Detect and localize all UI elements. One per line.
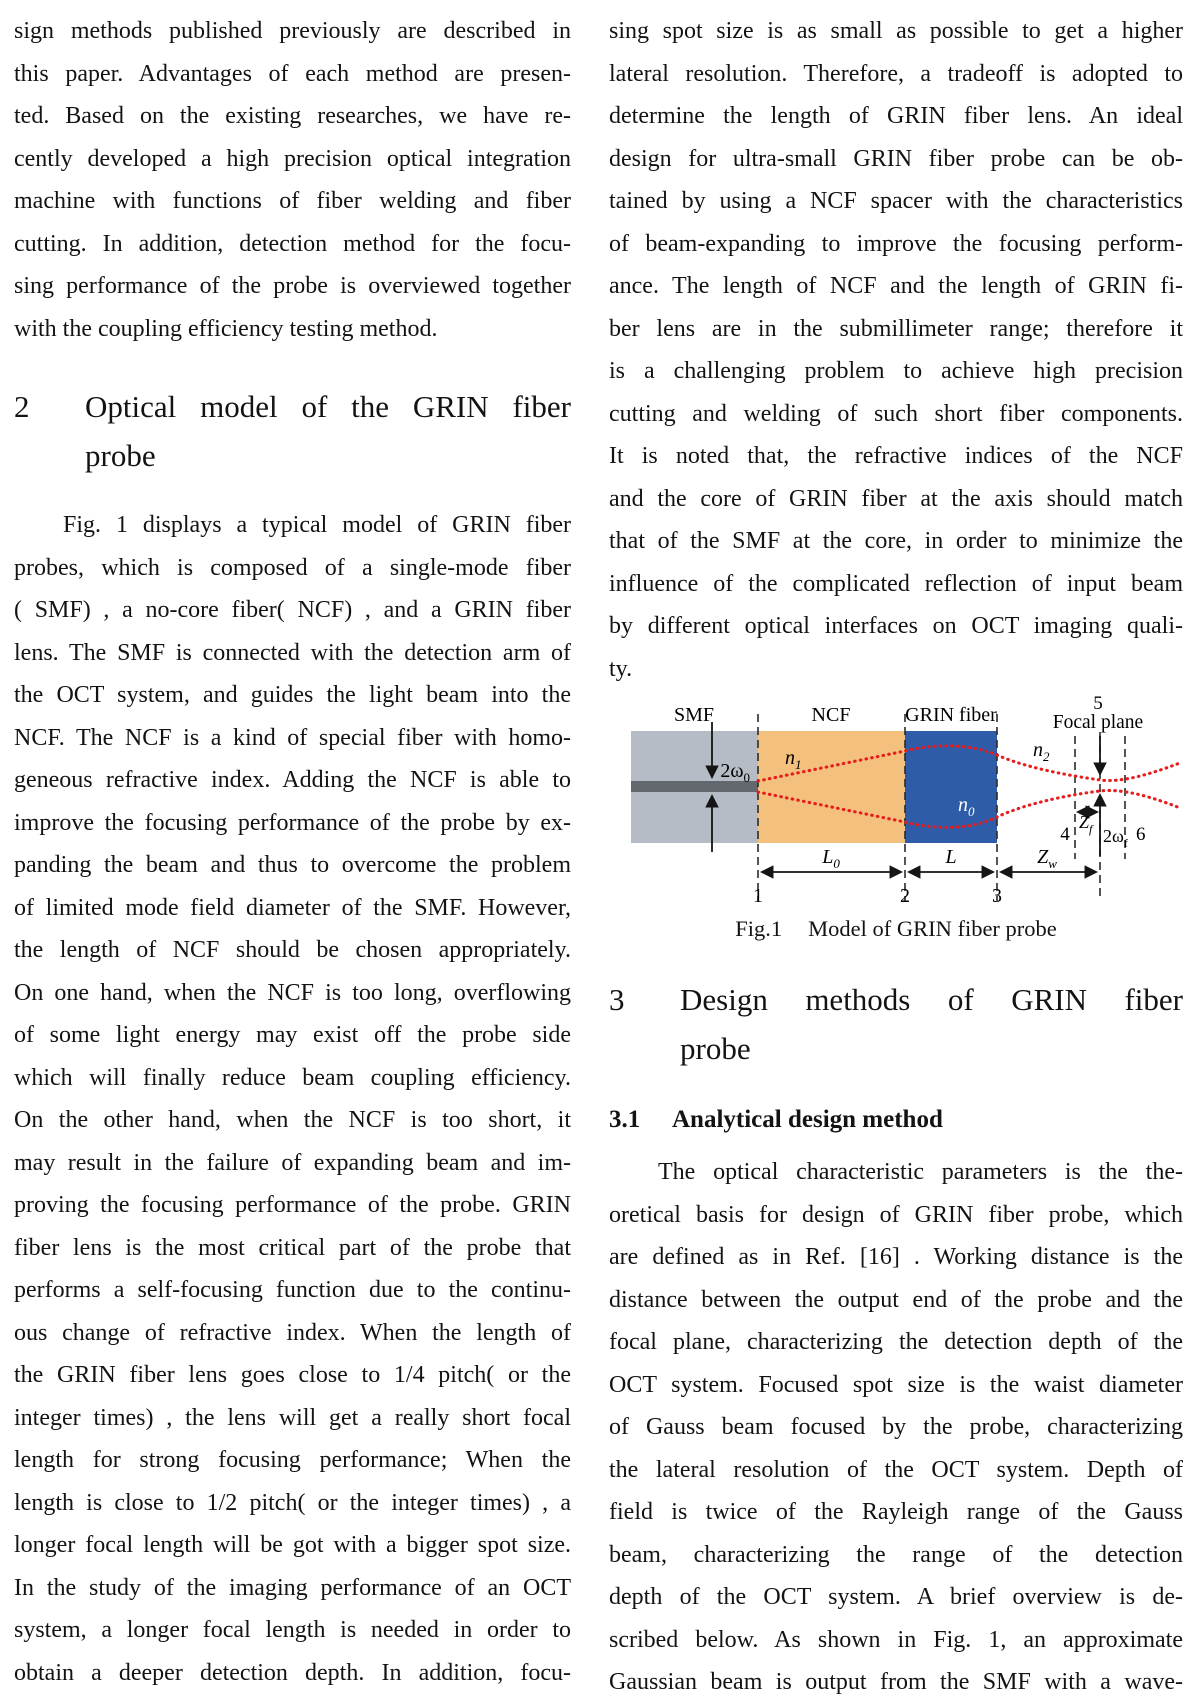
point-2-label: 2 <box>900 885 910 907</box>
text-line: design for ultra-small GRIN fiber probe can be ob- <box>609 145 1183 172</box>
paragraph-optical-model <box>14 504 571 1694</box>
text-line: cutting. In addition, detection method for the focu- <box>14 230 571 257</box>
text-line: beam, characterizing the range of the detection <box>609 1541 1183 1568</box>
text-line: In the study of the imaging performance of an OCT <box>14 1574 571 1601</box>
l-symbol: L <box>945 846 957 868</box>
text-line: OCT system. Focused spot size is the waist diameter <box>609 1371 1183 1398</box>
text-line: and the core of GRIN fiber at the axis should match <box>609 485 1183 512</box>
ncf-label: NCF <box>811 704 851 726</box>
text-line: On one hand, when the NCF is too long, overflowing <box>14 979 571 1006</box>
text-line: lens. The SMF is connected with the detection arm of <box>14 639 571 666</box>
zw-symbol: $Z_w$ <box>1037 846 1057 871</box>
text-line: the OCT system, and guides the light beam into the <box>14 682 571 708</box>
section-2-title <box>85 382 571 480</box>
text-line: sing performance of the probe is overviewed together <box>14 273 571 299</box>
text-line: cutting and welding of such short fiber components. <box>609 400 1183 427</box>
grin-probe-diagram <box>609 694 1183 909</box>
section-3-1-title: Analytical design method <box>672 1106 943 1133</box>
focal-waist-arrows <box>1078 736 1100 856</box>
text-line: the length of NCF should be chosen appropriately. <box>14 937 571 963</box>
text-line: of beam-expanding to improve the focusing perform- <box>609 230 1183 257</box>
text-line: determine the length of GRIN fiber lens. An ideal <box>609 103 1183 129</box>
text-line: scribed below. As shown in Fig. 1, an approximate <box>609 1626 1183 1653</box>
figure-1 <box>609 694 1183 947</box>
paragraph-tradeoff <box>609 10 1183 690</box>
section-3-1-heading <box>609 1103 1183 1137</box>
text-line: by different optical interfaces on OCT imaging quali- <box>609 613 1183 639</box>
text-line: lateral resolution. Therefore, a tradeoff is adopted to <box>609 60 1183 87</box>
ncf-block <box>758 731 905 843</box>
text-line: ty. <box>609 655 633 682</box>
text-line: obtain a deeper detection depth. In addition, focu- <box>14 1659 571 1686</box>
text-line: with the coupling efficiency testing method. <box>14 315 438 342</box>
section-3-1-number: 3.1 <box>609 1106 641 1133</box>
point-6-label: 6 <box>1136 824 1146 845</box>
text-line: improve the focusing performance of the probe by ex- <box>14 809 571 836</box>
text-line: Gaussian beam is output from the SMF with a wave- <box>609 1669 1183 1695</box>
text-line: ance. The length of NCF and the length of GRIN fi- <box>609 273 1183 299</box>
text-line: which will finally reduce beam coupling efficiency. <box>14 1064 571 1091</box>
text-line: Optical model of the GRIN fiber <box>85 389 571 424</box>
text-line: of limited mode field diameter of the SMF. However, <box>14 894 571 921</box>
text-line: probe <box>85 438 156 473</box>
n1-symbol: $n_1$ <box>785 747 802 772</box>
figure-1-caption <box>609 911 1183 947</box>
text-line: that of the SMF at the core, in order to minimize the <box>609 528 1183 554</box>
text-line: probes, which is composed of a single-mode fiber <box>14 554 571 581</box>
text-line: integer times) , the lens will get a really short focal <box>14 1404 571 1431</box>
text-line: It is noted that, the refractive indices of the NCF <box>609 443 1183 469</box>
text-line: the GRIN fiber lens goes close to 1/4 pitch( or the <box>14 1362 571 1388</box>
text-line: The optical characteristic parameters is the the- <box>658 1159 1183 1185</box>
text-line: ted. Based on the existing researches, we have re- <box>14 103 571 129</box>
section-3-number: 3 <box>609 982 625 1017</box>
text-line: proving the focusing performance of the probe. GRIN <box>14 1192 571 1218</box>
text-line: ( SMF) , a no-core fiber( NCF) , and a GRIN fiber <box>14 597 571 623</box>
text-line: sign methods published previously are described in <box>14 18 571 44</box>
text-line: Fig. 1 displays a typical model of GRIN fiber <box>63 512 571 538</box>
text-line: this paper. Advantages of each method are presen- <box>14 60 571 87</box>
section-2-heading <box>14 382 571 480</box>
text-line: NCF. The NCF is a kind of special fiber with homo- <box>14 724 571 751</box>
text-line: is a challenging problem to achieve high precision <box>609 358 1183 384</box>
text-line: cently developed a high precision optical integration <box>14 145 571 172</box>
point-3-label: 3 <box>992 885 1002 907</box>
text-line: probe <box>680 1031 751 1066</box>
section-3-heading <box>609 975 1183 1073</box>
l0-symbol: $L_0$ <box>822 846 840 871</box>
text-line: length is close to 1/2 pitch( or the integer times) , a <box>14 1489 571 1516</box>
text-line: focal plane, characterizing the detection depth of the <box>609 1329 1183 1355</box>
waist-in-symbol: $2\omega_0$ <box>720 760 750 785</box>
text-line: machine with functions of fiber welding and fiber <box>14 188 571 214</box>
text-line: On the other hand, when the NCF is too short, it <box>14 1107 571 1133</box>
text-line: distance between the output end of the probe and the <box>609 1286 1183 1313</box>
text-line: depth of the OCT system. A brief overview is de- <box>609 1584 1183 1610</box>
point-1-label: 1 <box>753 885 763 907</box>
text-line: ber lens are in the submillimeter range; therefore it <box>609 315 1183 342</box>
text-line: influence of the complicated reflection of input beam <box>609 570 1183 597</box>
right-column <box>609 10 1183 1705</box>
text-line: geneous refractive index. Adding the NCF is able to <box>14 767 571 793</box>
figure-caption-tag: Fig.1 <box>735 916 783 941</box>
point-4-label: 4 <box>1060 824 1070 845</box>
text-line: performs a self-focusing function due to the continu- <box>14 1277 571 1303</box>
text-line: of Gauss beam focused by the probe, characterizing <box>609 1414 1183 1440</box>
text-line: oretical basis for design of GRIN fiber probe, which <box>609 1201 1183 1228</box>
text-line: ous change of refractive index. When the length of <box>14 1319 571 1346</box>
text-line: panding the beam and thus to overcome the problem <box>14 852 571 878</box>
focal-plane-label: Focal plane <box>1052 712 1144 733</box>
text-line: field is twice of the Rayleigh range of the Gauss <box>609 1499 1183 1525</box>
text-line: system, a longer focal length is needed in order to <box>14 1617 571 1643</box>
text-line: sing spot size is as small as possible to get a higher <box>609 18 1183 44</box>
point-5-label: 5 <box>1093 694 1103 714</box>
n0-symbol: $n_0$ <box>958 794 975 819</box>
left-column <box>14 10 571 1705</box>
n2-symbol: $n_2$ <box>1033 739 1050 764</box>
smf-label: SMF <box>673 704 715 726</box>
text-line: are defined as in Ref. [16] . Working distance is the <box>609 1244 1183 1270</box>
text-line: length for strong focusing performance; When the <box>14 1447 571 1473</box>
section-3-title <box>680 975 1183 1073</box>
text-line: of some light energy may exist off the probe side <box>14 1022 571 1048</box>
section-2-number: 2 <box>14 389 30 424</box>
zf-symbol: $Z_f$ <box>1079 812 1093 836</box>
paragraph-analytical <box>609 1151 1183 1704</box>
text-line: fiber lens is the most critical part of the probe that <box>14 1234 571 1261</box>
text-line: Design methods of GRIN fiber <box>680 982 1183 1017</box>
waist-out-symbol: $2\omega_f$ <box>1103 826 1128 850</box>
text-line: may result in the failure of expanding beam and im- <box>14 1149 571 1176</box>
text-line: tained by using a NCF spacer with the characteristics <box>609 188 1183 214</box>
paragraph-intro <box>14 10 571 350</box>
figure-caption-text: Model of GRIN fiber probe <box>808 916 1057 941</box>
grin-fiber-label: GRIN fiber <box>905 704 997 726</box>
smf-core-strip <box>631 781 758 792</box>
text-line: longer focal length will be got with a bigger spot size. <box>14 1532 571 1558</box>
text-line: the lateral resolution of the OCT system. Depth of <box>609 1456 1183 1483</box>
